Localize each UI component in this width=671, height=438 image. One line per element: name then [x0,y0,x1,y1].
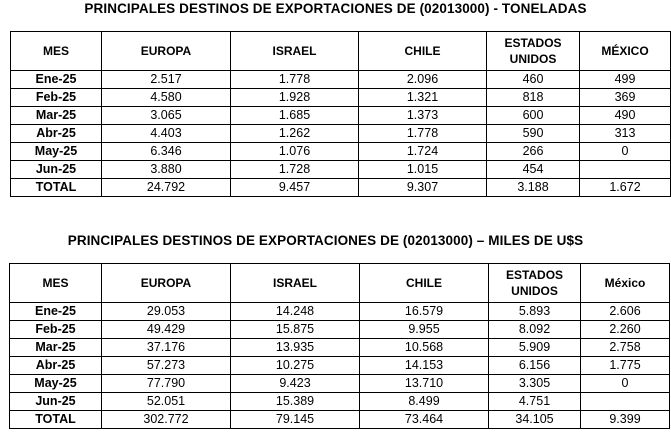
table2-miles-usd [9,263,670,429]
value-cell: 14.153 [360,357,489,375]
value-cell: 2.517 [102,71,231,89]
value-cell: 9.423 [231,375,360,393]
value-cell: 2.096 [359,71,487,89]
header-europa: EUROPA [102,264,231,303]
value-cell: 0 [581,375,670,393]
table1-title: PRINCIPALES DESTINOS DE EXPORTACIONES DE (02013000) - TONELADAS [84,1,587,16]
table-row [10,375,670,393]
value-cell: 8.499 [360,393,489,411]
month-cell: Abr-25 [10,357,102,375]
header-mes: MES [11,32,102,71]
header-estados-unidos: ESTADOS UNIDOS [489,264,581,303]
month-cell: Mar-25 [11,107,102,125]
value-cell: 266 [487,143,580,161]
value-cell: 10.275 [231,357,360,375]
month-cell: Jun-25 [10,393,102,411]
total-row [10,411,670,429]
value-cell: 1.373 [359,107,487,125]
header-chile: CHILE [359,32,487,71]
value-cell: 13.935 [231,339,360,357]
value-cell: 1.262 [231,125,359,143]
table-row [11,143,671,161]
value-cell: 57.273 [102,357,231,375]
month-cell: Feb-25 [11,89,102,107]
table-row [11,89,671,107]
value-cell: 6.156 [489,357,581,375]
table2-title: PRINCIPALES DESTINOS DE EXPORTACIONES DE (02013000) – MILES DE U$S [67,233,584,248]
value-cell: 14.248 [231,303,360,321]
value-cell: 1.015 [359,161,487,179]
header-mes: MES [10,264,102,303]
month-cell: Ene-25 [10,303,102,321]
header-mexico: México [581,264,670,303]
month-cell: May-25 [11,143,102,161]
value-cell: 302.772 [102,411,231,429]
value-cell: 1.778 [359,125,487,143]
table1-toneladas [10,31,671,197]
value-cell: 16.579 [360,303,489,321]
value-cell: 369 [580,89,671,107]
value-cell: 590 [487,125,580,143]
value-cell: 313 [580,125,671,143]
value-cell: 6.346 [102,143,231,161]
value-cell: 1.685 [231,107,359,125]
value-cell: 24.792 [102,179,231,197]
month-cell: May-25 [10,375,102,393]
value-cell: 1.775 [581,357,670,375]
month-cell: Abr-25 [11,125,102,143]
table-row [11,71,671,89]
value-cell: 49.429 [102,321,231,339]
month-cell: Ene-25 [11,71,102,89]
month-cell: Jun-25 [11,161,102,179]
value-cell: 2.606 [581,303,670,321]
value-cell: 77.790 [102,375,231,393]
value-cell: 9.307 [359,179,487,197]
value-cell: 3.305 [489,375,581,393]
value-cell [581,393,670,411]
table-row [10,357,670,375]
value-cell: 499 [580,71,671,89]
value-cell: 1.928 [231,89,359,107]
header-israel: ISRAEL [231,32,359,71]
value-cell: 73.464 [360,411,489,429]
value-cell: 29.053 [102,303,231,321]
table-row [10,303,670,321]
table-row [11,125,671,143]
header-chile: CHILE [360,264,489,303]
value-cell: 34.105 [489,411,581,429]
value-cell: 10.568 [360,339,489,357]
value-cell: 0 [580,143,671,161]
value-cell: 9.955 [360,321,489,339]
value-cell: 15.875 [231,321,360,339]
value-cell: 1.724 [359,143,487,161]
value-cell: 4.580 [102,89,231,107]
header-europa: EUROPA [102,32,231,71]
table1-header-row [11,32,671,71]
table-row [10,393,670,411]
value-cell: 15.389 [231,393,360,411]
value-cell: 1.672 [580,179,671,197]
value-cell: 9.457 [231,179,359,197]
value-cell: 4.751 [489,393,581,411]
value-cell [580,161,671,179]
month-cell: Mar-25 [10,339,102,357]
month-cell: Feb-25 [10,321,102,339]
value-cell: 2.758 [581,339,670,357]
value-cell: 490 [580,107,671,125]
value-cell: 1.321 [359,89,487,107]
table-row [11,161,671,179]
month-cell: TOTAL [10,411,102,429]
value-cell: 1.076 [231,143,359,161]
value-cell: 3.188 [487,179,580,197]
header-mexico: MÉXICO [580,32,671,71]
value-cell: 9.399 [581,411,670,429]
value-cell: 52.051 [102,393,231,411]
value-cell: 5.909 [489,339,581,357]
value-cell: 13.710 [360,375,489,393]
value-cell: 2.260 [581,321,670,339]
value-cell: 8.092 [489,321,581,339]
value-cell: 4.403 [102,125,231,143]
value-cell: 79.145 [231,411,360,429]
header-israel: ISRAEL [231,264,360,303]
table-row [10,321,670,339]
value-cell: 460 [487,71,580,89]
table2-header-row [10,264,670,303]
table-row [10,339,670,357]
value-cell: 818 [487,89,580,107]
value-cell: 1.728 [231,161,359,179]
value-cell: 1.778 [231,71,359,89]
value-cell: 3.065 [102,107,231,125]
value-cell: 454 [487,161,580,179]
value-cell: 3.880 [102,161,231,179]
month-cell: TOTAL [11,179,102,197]
value-cell: 37.176 [102,339,231,357]
table-row [11,107,671,125]
value-cell: 5.893 [489,303,581,321]
header-estados-unidos: ESTADOS UNIDOS [487,32,580,71]
total-row [11,179,671,197]
value-cell: 600 [487,107,580,125]
